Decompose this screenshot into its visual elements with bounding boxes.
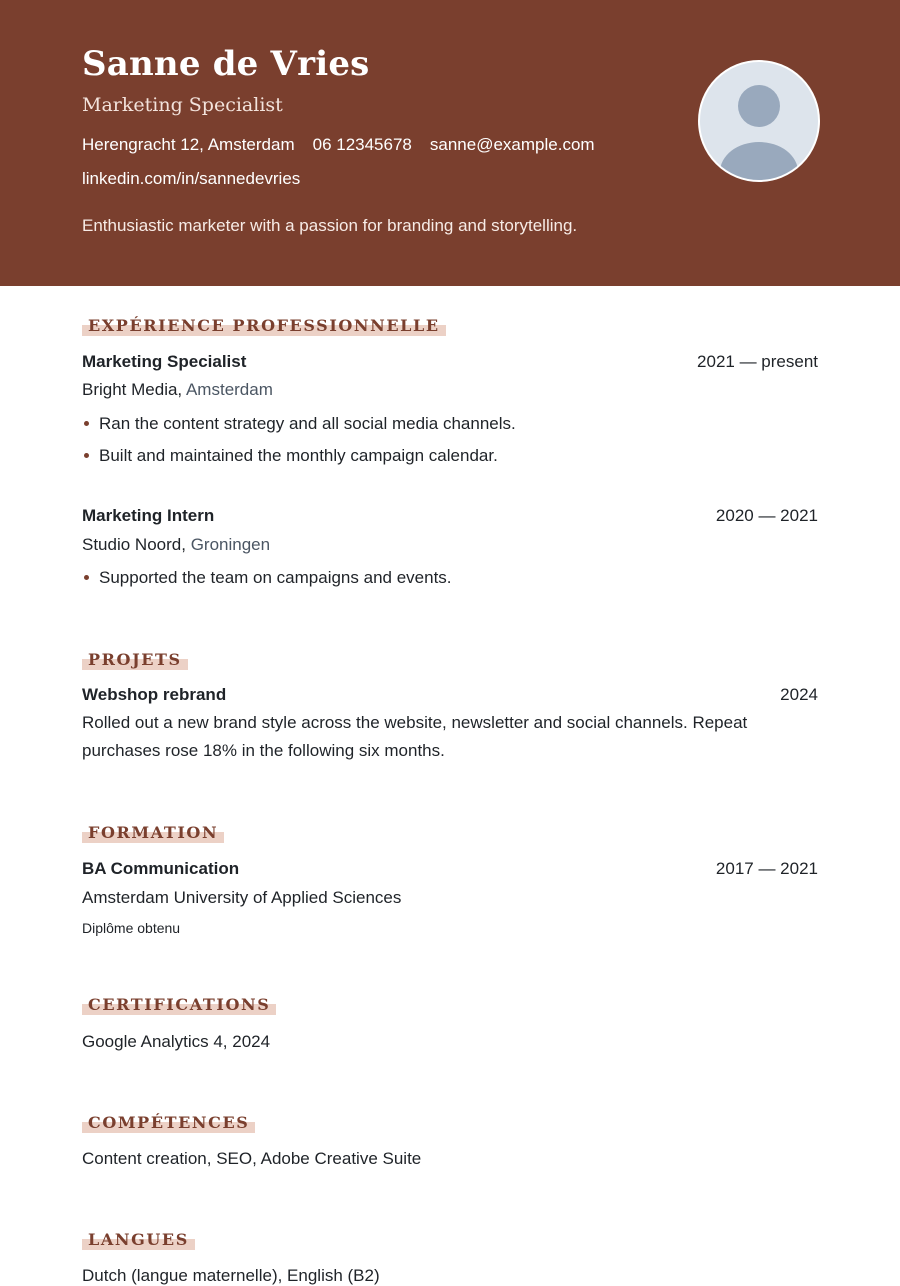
avatar-head-shape: [738, 85, 780, 127]
job-bullet-text: Supported the team on campaigns and events.: [99, 568, 452, 587]
job-role: Marketing Intern: [82, 506, 215, 525]
section-title-education: FORMATION: [82, 823, 224, 843]
job-bullet: [82, 414, 516, 434]
job-company-name: Studio Noord,: [82, 535, 186, 554]
section-title-projects: PROJETS: [82, 650, 188, 670]
bullet-dot-icon: [84, 453, 89, 458]
job-dates: 2021 — present: [697, 352, 818, 371]
job-location: Amsterdam: [185, 380, 273, 399]
job-company-name: Bright Media,: [82, 380, 183, 399]
section-title-skills: COMPÉTENCES: [82, 1113, 255, 1133]
job-bullet-text: Built and maintained the monthly campaign calendar.: [99, 446, 498, 465]
user-avatar-icon: [698, 60, 820, 182]
skills-text: Content creation, SEO, Adobe Creative Suite: [82, 1149, 422, 1168]
job-company: [82, 535, 270, 555]
resume-header: [0, 0, 900, 286]
candidate-role: Marketing Specialist: [82, 94, 283, 116]
project-name: Webshop rebrand: [82, 685, 227, 704]
job-bullet: [82, 446, 498, 466]
job-bullet: [82, 568, 452, 588]
contact-linkedin[interactable]: linkedin.com/in/sannedevries: [82, 169, 301, 188]
certifications-text: Google Analytics 4, 2024: [82, 1032, 271, 1051]
avatar-shoulders-shape: [720, 142, 798, 182]
education-school: Amsterdam University of Applied Sciences: [82, 888, 402, 907]
contact-line-secondary: [82, 169, 300, 189]
project-description: Rolled out a new brand style across the website, newsletter and social channels. Repeat purchases rose 18% in the following six months.: [82, 713, 748, 760]
contact-email[interactable]: sanne@example.com: [429, 135, 595, 154]
languages-text: Dutch (langue maternelle), English (B2): [82, 1266, 380, 1285]
project-year: 2024: [780, 685, 818, 704]
section-title-certifications: CERTIFICATIONS: [82, 995, 276, 1015]
bullet-dot-icon: [84, 421, 89, 426]
education-degree: BA Communication: [82, 859, 240, 878]
section-title-experience: EXPÉRIENCE PROFESSIONNELLE: [82, 316, 446, 336]
job-location: Groningen: [190, 535, 271, 554]
contact-address: Herengracht 12, Amsterdam: [82, 135, 295, 154]
job-bullet-text: Ran the content strategy and all social media channels.: [99, 414, 516, 433]
job-dates: 2020 — 2021: [715, 506, 818, 525]
job-company: [82, 380, 273, 400]
profile-summary: Enthusiastic marketer with a passion for branding and storytelling.: [82, 216, 578, 235]
education-note: Diplôme obtenu: [82, 920, 181, 936]
candidate-name: Sanne de Vries: [82, 44, 370, 84]
contact-line-primary: [82, 135, 595, 155]
education-dates: 2017 — 2021: [715, 859, 818, 878]
job-role: Marketing Specialist: [82, 352, 247, 371]
bullet-dot-icon: [84, 575, 89, 580]
contact-phone: 06 12345678: [312, 135, 412, 154]
section-title-languages: LANGUES: [82, 1230, 195, 1250]
